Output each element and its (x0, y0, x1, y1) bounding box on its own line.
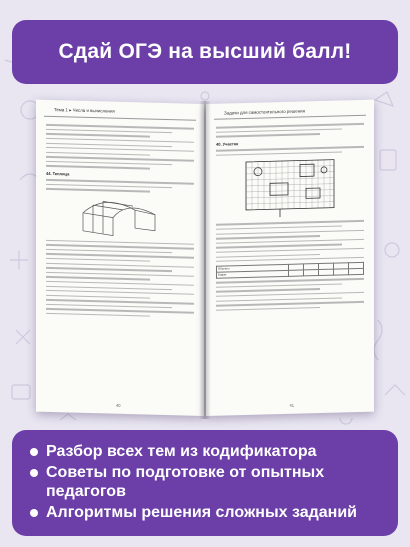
bullet-icon (30, 448, 38, 456)
promo-header (12, 20, 398, 84)
table-label: Объекты (217, 264, 289, 272)
feature-item: Советы по подготовке от опытных педагогов (30, 463, 384, 501)
book-right-page (206, 100, 374, 416)
bullet-icon (30, 509, 38, 517)
greenhouse-illustration (75, 194, 165, 238)
right-page-text (206, 116, 374, 319)
right-task-title: 40. Участок (216, 140, 239, 147)
features-panel (12, 430, 398, 536)
feature-item: Алгоритмы решения сложных заданий (30, 503, 384, 522)
bullet-icon (30, 469, 38, 477)
left-page-text (36, 117, 204, 326)
feature-item: Разбор всех тем из кодификатора (30, 442, 384, 461)
book-spread (36, 104, 374, 416)
book-gutter-shadow (199, 101, 211, 419)
header-title: Сдай ОГЭ на высший балл! (58, 40, 352, 63)
right-running-head: Задачи для самостоятельного решения (214, 100, 366, 120)
left-task-title: 44. Теплица (46, 170, 70, 177)
left-page-number: 40 (116, 402, 121, 408)
book-left-page (36, 100, 204, 416)
left-running-head: Тема 1 ▸ Числа и вычисления (44, 100, 196, 121)
features-list (30, 442, 384, 522)
objects-table (216, 262, 364, 279)
plot-plan-illustration (242, 156, 338, 221)
table-label: Бифит (217, 270, 289, 278)
right-page-number: 41 (289, 402, 294, 408)
